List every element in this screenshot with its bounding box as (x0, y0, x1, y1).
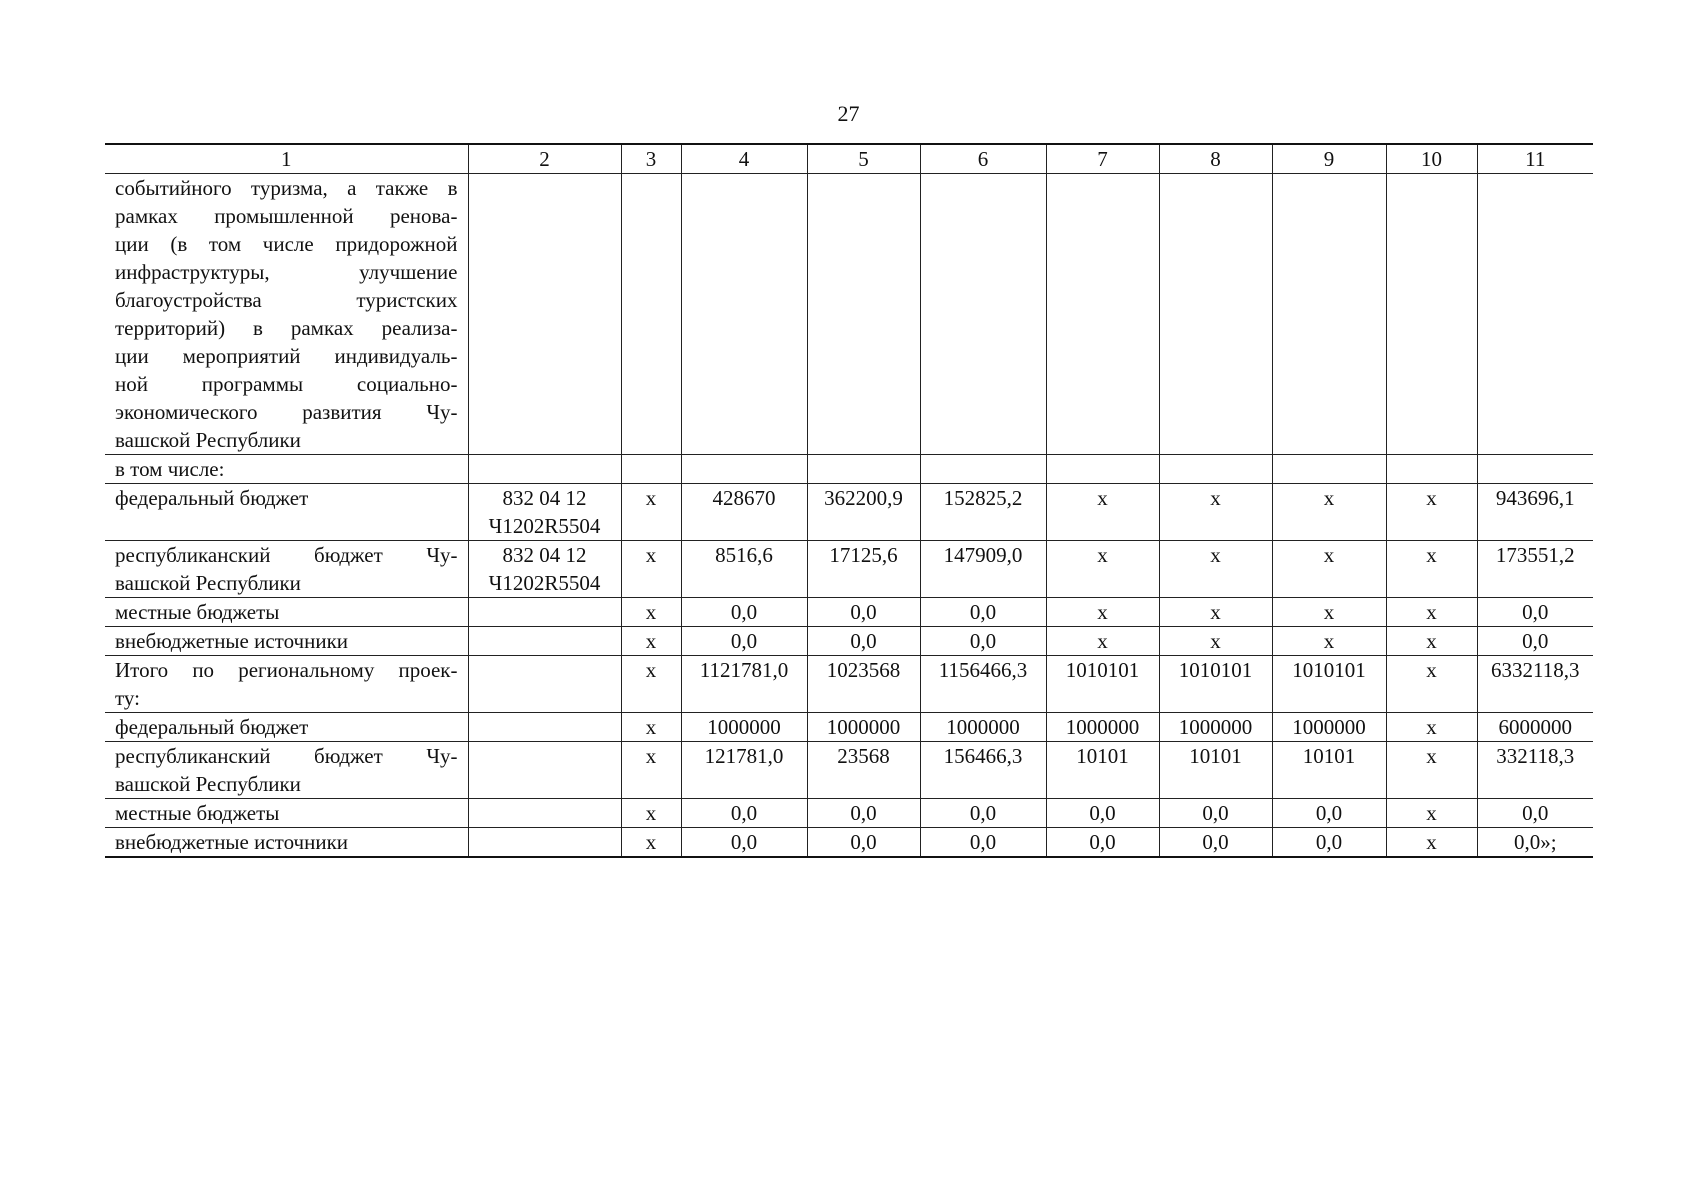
value-cell-col-5: 362200,9 (807, 484, 920, 541)
table-row (105, 828, 1593, 858)
header-cell-8: 8 (1159, 144, 1272, 174)
value-cell-col-4: 1121781,0 (681, 656, 807, 713)
value-cell-col-11 (1477, 455, 1593, 484)
value-cell-col-3: x (621, 828, 681, 858)
value-cell-col-7 (1046, 174, 1159, 455)
value-cell-col-7: 0,0 (1046, 799, 1159, 828)
value-cell-col-9 (1272, 455, 1386, 484)
value-cell-col-4: 1000000 (681, 713, 807, 742)
value-cell-col-11: 0,0»; (1477, 828, 1593, 858)
value-cell-col-5: 0,0 (807, 598, 920, 627)
header-cell-10: 10 (1386, 144, 1477, 174)
row-name-line: ной программы социально- (115, 372, 458, 396)
value-cell-col-8: 1010101 (1159, 656, 1272, 713)
value-cell-col-5: 0,0 (807, 799, 920, 828)
row-code-cell (468, 742, 621, 799)
value-cell-col-11: 943696,1 (1477, 484, 1593, 541)
table-row (105, 455, 1593, 484)
value-cell-col-10 (1386, 455, 1477, 484)
header-cell-7: 7 (1046, 144, 1159, 174)
value-cell-col-4: 121781,0 (681, 742, 807, 799)
value-cell-col-10: x (1386, 713, 1477, 742)
row-code-cell (468, 799, 621, 828)
value-cell-col-9: 1000000 (1272, 713, 1386, 742)
value-cell-col-8 (1159, 174, 1272, 455)
value-cell-col-11: 332118,3 (1477, 742, 1593, 799)
value-cell-col-10: x (1386, 828, 1477, 858)
row-code-cell (468, 455, 621, 484)
row-name-cell (105, 828, 468, 858)
value-cell-col-9: x (1272, 484, 1386, 541)
value-cell-col-6: 0,0 (920, 799, 1046, 828)
row-name-line: внебюджетные источники (115, 830, 349, 854)
value-cell-col-7 (1046, 455, 1159, 484)
value-cell-col-4: 428670 (681, 484, 807, 541)
value-cell-col-6 (920, 174, 1046, 455)
row-name-cell (105, 627, 468, 656)
row-code-cell (468, 598, 621, 627)
header-cell-3: 3 (621, 144, 681, 174)
value-cell-col-4 (681, 174, 807, 455)
row-name-line: местные бюджеты (115, 801, 280, 825)
table-row (105, 484, 1593, 541)
value-cell-col-11: 0,0 (1477, 627, 1593, 656)
row-name-cell (105, 174, 468, 455)
value-cell-col-3: x (621, 627, 681, 656)
value-cell-col-3: x (621, 656, 681, 713)
page-number: 27 (837, 101, 860, 126)
row-code-cell (468, 828, 621, 858)
row-name-line: федеральный бюджет (115, 715, 309, 739)
row-name-line: ту: (115, 686, 140, 710)
value-cell-col-10 (1386, 174, 1477, 455)
value-cell-col-3: x (621, 598, 681, 627)
row-name-cell (105, 541, 468, 598)
row-code-cell (468, 656, 621, 713)
value-cell-col-8: x (1159, 627, 1272, 656)
table-row (105, 713, 1593, 742)
value-cell-col-11: 6332118,3 (1477, 656, 1593, 713)
row-name-line: рамках промышленной ренова- (115, 204, 458, 228)
value-cell-col-7: x (1046, 627, 1159, 656)
value-cell-col-3: x (621, 799, 681, 828)
row-name-line: благоустройства туристских (115, 288, 458, 312)
table-row (105, 598, 1593, 627)
row-name-line: вашской Республики (115, 772, 301, 796)
row-name-cell (105, 656, 468, 713)
value-cell-col-5: 17125,6 (807, 541, 920, 598)
row-code-line: 832 04 12 (502, 543, 587, 567)
row-name-line: Итого по региональному проек- (115, 658, 458, 682)
value-cell-col-7: 0,0 (1046, 828, 1159, 858)
value-cell-col-5: 23568 (807, 742, 920, 799)
value-cell-col-11: 0,0 (1477, 598, 1593, 627)
header-cell-11: 11 (1477, 144, 1593, 174)
header-cell-4: 4 (681, 144, 807, 174)
value-cell-col-4: 0,0 (681, 828, 807, 858)
row-name-cell (105, 742, 468, 799)
table-row (105, 627, 1593, 656)
value-cell-col-8 (1159, 455, 1272, 484)
value-cell-col-8: 0,0 (1159, 799, 1272, 828)
header-cell-2: 2 (468, 144, 621, 174)
value-cell-col-10: x (1386, 742, 1477, 799)
value-cell-col-7: x (1046, 598, 1159, 627)
row-code-cell (468, 627, 621, 656)
value-cell-col-6: 147909,0 (920, 541, 1046, 598)
value-cell-col-4: 0,0 (681, 627, 807, 656)
value-cell-col-6: 0,0 (920, 598, 1046, 627)
value-cell-col-5: 1023568 (807, 656, 920, 713)
table-row (105, 799, 1593, 828)
row-name-line: федеральный бюджет (115, 486, 309, 510)
table-row (105, 742, 1593, 799)
row-code-line: Ч1202R5504 (488, 514, 601, 538)
value-cell-col-4: 8516,6 (681, 541, 807, 598)
value-cell-col-11: 6000000 (1477, 713, 1593, 742)
value-cell-col-9: 10101 (1272, 742, 1386, 799)
row-name-line: территорий) в рамках реализа- (115, 316, 458, 340)
value-cell-col-6 (920, 455, 1046, 484)
value-cell-col-9: 1010101 (1272, 656, 1386, 713)
row-name-line: республиканский бюджет Чу- (115, 543, 458, 567)
value-cell-col-7: x (1046, 484, 1159, 541)
row-code-line: 832 04 12 (502, 486, 587, 510)
value-cell-col-8: 10101 (1159, 742, 1272, 799)
value-cell-col-9 (1272, 174, 1386, 455)
value-cell-col-11: 173551,2 (1477, 541, 1593, 598)
row-name-line: в том числе: (115, 457, 225, 481)
value-cell-col-8: x (1159, 541, 1272, 598)
value-cell-col-7: x (1046, 541, 1159, 598)
value-cell-col-8: 0,0 (1159, 828, 1272, 858)
value-cell-col-7: 1010101 (1046, 656, 1159, 713)
value-cell-col-9: x (1272, 598, 1386, 627)
value-cell-col-4 (681, 455, 807, 484)
value-cell-col-3: x (621, 742, 681, 799)
value-cell-col-9: 0,0 (1272, 799, 1386, 828)
value-cell-col-3 (621, 455, 681, 484)
value-cell-col-5: 0,0 (807, 627, 920, 656)
row-name-line: ции (в том числе придорожной (115, 232, 458, 256)
value-cell-col-10: x (1386, 627, 1477, 656)
value-cell-col-8: x (1159, 598, 1272, 627)
row-name-line: местные бюджеты (115, 600, 280, 624)
value-cell-col-7: 1000000 (1046, 713, 1159, 742)
value-cell-col-5 (807, 174, 920, 455)
row-name-line: экономического развития Чу- (115, 400, 458, 424)
table-row (105, 541, 1593, 598)
row-code-cell (468, 174, 621, 455)
row-name-cell (105, 799, 468, 828)
row-name-line: республиканский бюджет Чу- (115, 744, 458, 768)
value-cell-col-6: 1000000 (920, 713, 1046, 742)
row-name-line: вашской Республики (115, 571, 301, 595)
row-name-cell (105, 598, 468, 627)
header-cell-6: 6 (920, 144, 1046, 174)
value-cell-col-10: x (1386, 484, 1477, 541)
value-cell-col-6: 0,0 (920, 828, 1046, 858)
value-cell-col-3: x (621, 713, 681, 742)
budget-table (105, 143, 1593, 858)
value-cell-col-6: 152825,2 (920, 484, 1046, 541)
row-name-line: инфраструктуры, улучшение (115, 260, 458, 284)
table-row (105, 174, 1593, 455)
value-cell-col-9: x (1272, 627, 1386, 656)
value-cell-col-7: 10101 (1046, 742, 1159, 799)
row-name-cell (105, 484, 468, 541)
value-cell-col-5 (807, 455, 920, 484)
table-row (105, 656, 1593, 713)
value-cell-col-10: x (1386, 598, 1477, 627)
value-cell-col-6: 0,0 (920, 627, 1046, 656)
value-cell-col-6: 156466,3 (920, 742, 1046, 799)
value-cell-col-11 (1477, 174, 1593, 455)
value-cell-col-8: 1000000 (1159, 713, 1272, 742)
value-cell-col-5: 0,0 (807, 828, 920, 858)
row-name-line: событийного туризма, а также в (115, 176, 458, 200)
row-name-line: вашской Республики (115, 428, 301, 452)
value-cell-col-4: 0,0 (681, 598, 807, 627)
row-code-line: Ч1202R5504 (488, 571, 601, 595)
value-cell-col-8: x (1159, 484, 1272, 541)
value-cell-col-3 (621, 174, 681, 455)
row-code-cell (468, 713, 621, 742)
value-cell-col-4: 0,0 (681, 799, 807, 828)
value-cell-col-5: 1000000 (807, 713, 920, 742)
header-cell-5: 5 (807, 144, 920, 174)
value-cell-col-10: x (1386, 541, 1477, 598)
row-name-cell (105, 713, 468, 742)
table-body (105, 144, 1593, 857)
row-name-line: внебюджетные источники (115, 629, 349, 653)
row-name-line: ции мероприятий индивидуаль- (115, 344, 458, 368)
value-cell-col-6: 1156466,3 (920, 656, 1046, 713)
value-cell-col-10: x (1386, 799, 1477, 828)
header-cell-1: 1 (105, 144, 468, 174)
value-cell-col-10: x (1386, 656, 1477, 713)
value-cell-col-3: x (621, 484, 681, 541)
header-cell-9: 9 (1272, 144, 1386, 174)
header-row (105, 144, 1593, 174)
row-name-cell (105, 455, 468, 484)
row-code-cell (468, 484, 621, 541)
row-code-cell (468, 541, 621, 598)
value-cell-col-11: 0,0 (1477, 799, 1593, 828)
value-cell-col-9: 0,0 (1272, 828, 1386, 858)
value-cell-col-3: x (621, 541, 681, 598)
value-cell-col-9: x (1272, 541, 1386, 598)
